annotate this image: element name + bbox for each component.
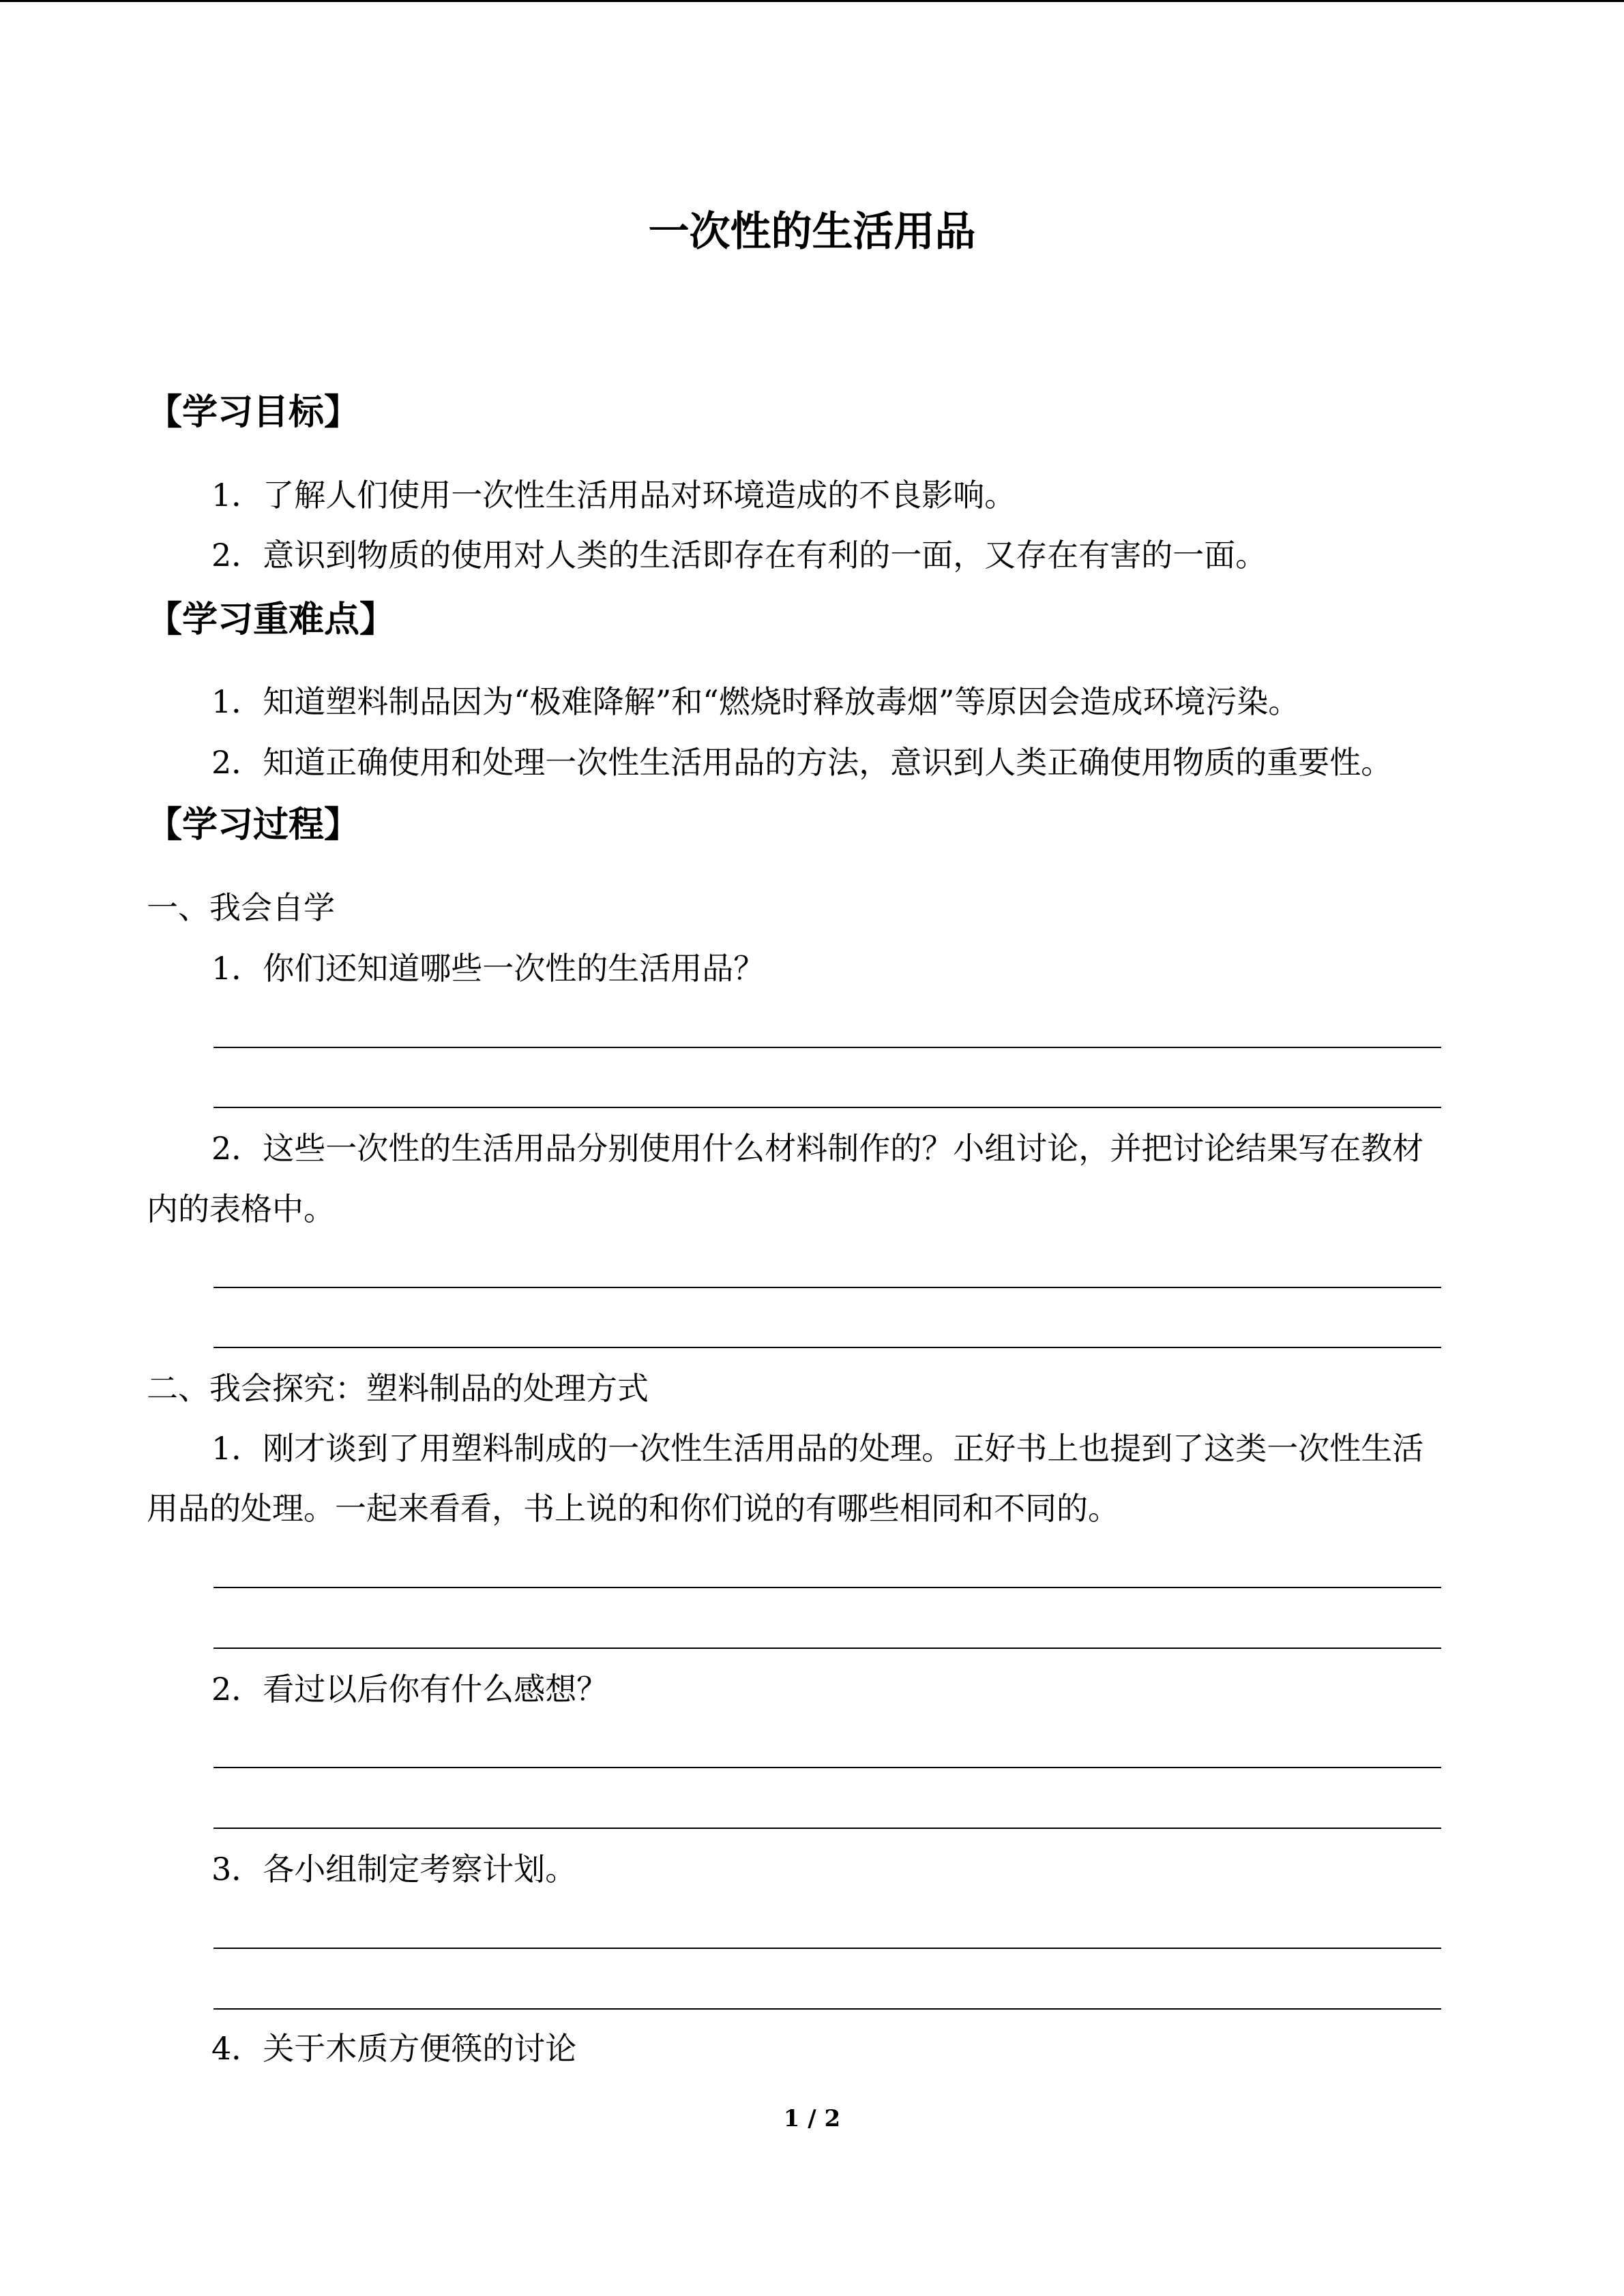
page-title: 一次性的生活用品 — [648, 208, 976, 256]
part2-question-1-line2: 用品的处理。一起来看看，书上说的和你们说的有哪些相同和不同的。 — [147, 1490, 1119, 1527]
answer-line[interactable] — [213, 1107, 1441, 1108]
key-points-heading: 【学习重难点】 — [147, 599, 396, 640]
answer-line[interactable] — [213, 1047, 1441, 1048]
answer-line[interactable] — [213, 1347, 1441, 1348]
part1-question-1: 1．你们还知道哪些一次性的生活用品？ — [211, 950, 765, 987]
answer-line[interactable] — [213, 1287, 1441, 1288]
part1-question-2-line1: 2．这些一次性的生活用品分别使用什么材料制作的？小组讨论，并把讨论结果写在教材 — [211, 1130, 1424, 1167]
part2-question-4: 4．关于木质方便筷的讨论 — [211, 2030, 577, 2067]
part2-question-1-line1: 1．刚才谈到了用塑料制成的一次性生活用品的处理。正好书上也提到了这类一次性生活 — [211, 1430, 1424, 1467]
key-point-item-1: 1．知道塑料制品因为“极难降解”和“燃烧时释放毒烟”等原因会造成环境污染。 — [211, 683, 1300, 720]
top-border — [0, 0, 1624, 2]
part2-question-2: 2．看过以后你有什么感想？ — [211, 1671, 608, 1708]
page-number: 1 / 2 — [783, 2105, 841, 2132]
answer-line[interactable] — [213, 2008, 1441, 2010]
answer-line[interactable] — [213, 1767, 1441, 1768]
part2-title: 二、我会探究：塑料制品的处理方式 — [147, 1370, 649, 1407]
key-point-item-2: 2．知道正确使用和处理一次性生活用品的方法，意识到人类正确使用物质的重要性。 — [211, 744, 1393, 781]
objectives-heading: 【学习目标】 — [147, 392, 360, 433]
answer-line[interactable] — [213, 1828, 1441, 1829]
part1-question-2-line2: 内的表格中。 — [147, 1191, 335, 1227]
objective-item-1: 1．了解人们使用一次性生活用品对环境造成的不良影响。 — [211, 477, 1016, 513]
answer-line[interactable] — [213, 1948, 1441, 1949]
process-heading: 【学习过程】 — [147, 805, 360, 846]
answer-line[interactable] — [213, 1587, 1441, 1588]
part1-title: 一、我会自学 — [147, 889, 335, 926]
answer-line[interactable] — [213, 1648, 1441, 1649]
part2-question-3: 3．各小组制定考察计划。 — [211, 1851, 577, 1888]
objective-item-2: 2．意识到物质的使用对人类的生活即存在有利的一面，又存在有害的一面。 — [211, 537, 1267, 573]
